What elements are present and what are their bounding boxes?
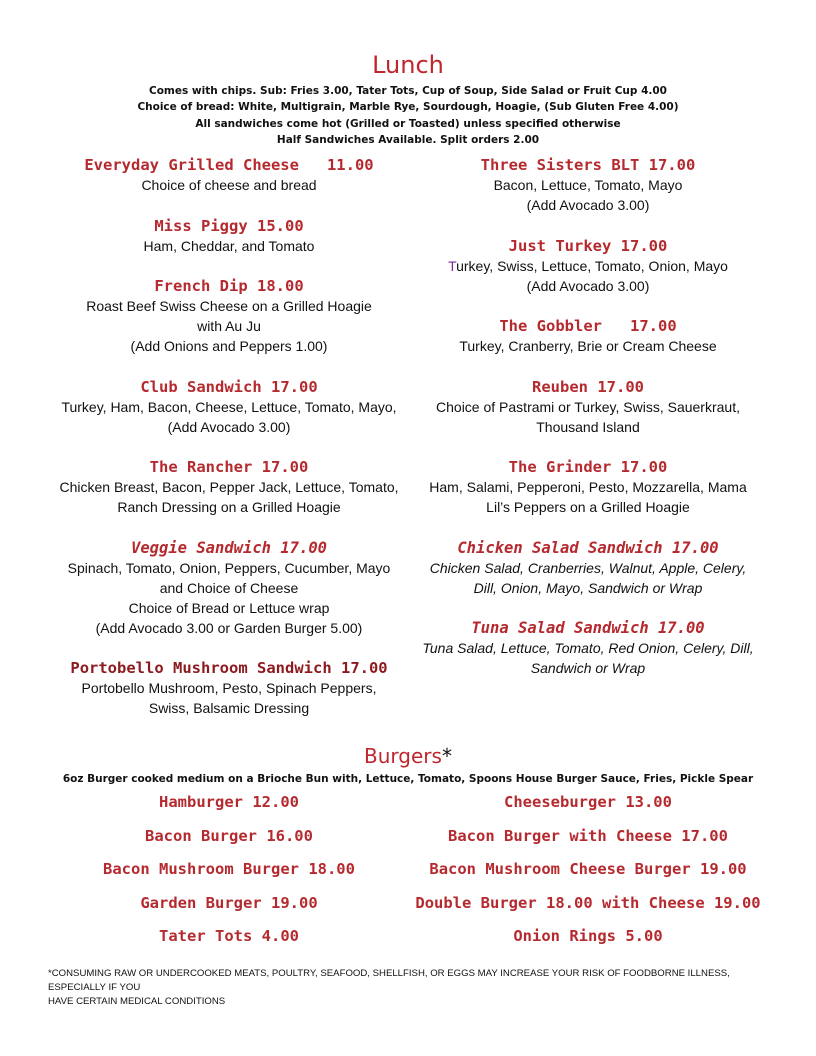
burger-item: Cheeseburger 13.00 — [504, 793, 672, 811]
description-line: Swiss, Balsamic Dressing — [148, 700, 310, 716]
lunch-left-column — [48, 155, 410, 739]
menu-item-tuna-salad-sandwich — [412, 618, 764, 678]
description-line: (Add Avocado 3.00) — [526, 197, 650, 213]
burger-row — [0, 858, 816, 892]
lunch-note-line: Half Sandwiches Available. Split orders 2.00 — [276, 133, 540, 146]
burgers-note: 6oz Burger cooked medium on a Brioche Bun with, Lettuce, Tomato, Spoons House Burger Sauce, Fries, Pickle Spear — [62, 773, 754, 785]
description-line: Ranch Dressing on a Grilled Hoagie — [117, 499, 341, 515]
burgers-title-text: Burgers — [364, 744, 442, 768]
item-name: Portobello Mushroom Sandwich 17.00 — [70, 659, 388, 677]
disclaimer-line: *CONSUMING RAW OR UNDERCOOKED MEATS, POULTRY, SEAFOOD, SHELLFISH, OR EGGS MAY INCREASE YOUR RISK OF FOODBORNE ILLNESS, ESPECIALLY IF YOU — [48, 968, 730, 993]
item-name: The Gobbler 17.00 — [499, 317, 677, 335]
burgers-asterisk: * — [441, 744, 452, 768]
description-line: Choice of Pastrami or Turkey, Swiss, Sauerkraut, — [436, 398, 740, 415]
description-line: (Add Avocado 3.00 or Garden Burger 5.00) — [95, 619, 363, 636]
menu-item-chicken-salad-sandwich — [412, 538, 764, 598]
burger-item: Double Burger 18.00 with Cheese 19.00 — [415, 893, 761, 912]
description-line: (Add Avocado 3.00) — [526, 277, 650, 294]
item-name: Three Sisters BLT 17.00 — [480, 156, 696, 174]
item-description — [412, 256, 764, 296]
description-line: and Choice of Cheese — [159, 579, 299, 596]
description-line: Bacon, Lettuce, Tomato, Mayo — [493, 177, 683, 193]
description-line: Ham, Cheddar, and Tomato — [143, 237, 315, 254]
item-name: Everyday Grilled Cheese 11.00 — [84, 156, 374, 174]
item-name: Club Sandwich 17.00 — [140, 377, 318, 396]
menu-item-portobello-mushroom-sandwich — [48, 658, 410, 718]
burgers-grid — [0, 791, 816, 959]
lunch-note-line: Choice of bread: White, Multigrain, Marble Rye, Sourdough, Hoagie, (Sub Gluten Free 4.00) — [137, 101, 679, 114]
item-description — [48, 236, 410, 256]
menu-item-veggie-sandwich — [48, 538, 410, 638]
burger-item: Bacon Burger 16.00 — [145, 826, 313, 845]
burger-item: Bacon Mushroom Burger 18.00 — [103, 860, 355, 879]
item-name: The Rancher 17.00 — [149, 458, 309, 476]
item-description — [48, 296, 410, 356]
menu-item-miss-piggy — [48, 216, 410, 256]
description-line: Dill, Onion, Mayo, Sandwich or Wrap — [473, 579, 703, 596]
burger-item: Onion Rings 5.00 — [513, 927, 663, 946]
item-name: Tuna Salad Sandwich 17.00 — [471, 619, 705, 637]
burgers-heading — [0, 742, 816, 770]
description-line: Roast Beef Swiss Cheese on a Grilled Hoagie — [86, 298, 372, 314]
disclaimer-line: HAVE CERTAIN MEDICAL CONDITIONS — [48, 996, 226, 1007]
lunch-right-column — [412, 155, 764, 699]
burger-item: Bacon Mushroom Cheese Burger 19.00 — [429, 860, 747, 879]
description-line: Choice of Bread or Lettuce wrap — [128, 599, 330, 616]
burger-row — [0, 892, 816, 926]
menu-item-reuben — [412, 377, 764, 437]
burger-row — [0, 791, 816, 825]
menu-item-club-sandwich — [48, 377, 410, 437]
food-safety-disclaimer — [48, 967, 768, 1009]
description-line: Chicken Breast, Bacon, Pepper Jack, Lettuce, Tomato, — [59, 479, 399, 495]
burger-row — [0, 825, 816, 859]
description-line: Portobello Mushroom, Pesto, Spinach Peppers, — [81, 680, 377, 696]
burger-item: Bacon Burger with Cheese 17.00 — [448, 826, 728, 845]
menu-item-the-rancher — [48, 457, 410, 517]
item-description — [48, 175, 410, 195]
item-description — [48, 477, 410, 517]
description-line: Choice of cheese and bread — [141, 177, 317, 193]
item-name: Miss Piggy 15.00 — [154, 216, 304, 235]
description-line: (Add Avocado 3.00) — [167, 418, 291, 435]
menu-item-three-sisters-blt — [412, 155, 764, 215]
menu-item-just-turkey — [412, 236, 764, 296]
burger-row — [0, 925, 816, 959]
item-name: French Dip 18.00 — [154, 277, 304, 295]
description-line: with Au Ju — [197, 318, 261, 334]
item-name: Reuben 17.00 — [532, 377, 644, 396]
item-name: Veggie Sandwich 17.00 — [131, 538, 327, 557]
description-line: Turkey, Ham, Bacon, Cheese, Lettuce, Tomato, Mayo, — [61, 398, 397, 415]
lunch-notes — [0, 83, 816, 148]
burger-item: Garden Burger 19.00 — [140, 893, 318, 912]
menu-item-the-gobbler — [412, 316, 764, 356]
item-description — [412, 175, 764, 215]
lunch-note-line: Comes with chips. Sub: Fries 3.00, Tater Tots, Cup of Soup, Side Salad or Fruit Cup 4.00 — [149, 85, 667, 97]
lunch-heading: Lunch — [372, 51, 444, 79]
item-description — [412, 336, 764, 356]
description-line: Sandwich or Wrap — [530, 660, 646, 676]
item-name: Just Turkey 17.00 — [508, 236, 668, 255]
lunch-note-line: All sandwiches come hot (Grilled or Toasted) unless specified otherwise — [195, 117, 621, 130]
highlight-letter: T — [448, 257, 457, 274]
menu-item-everyday-grilled-cheese — [48, 155, 410, 195]
item-description — [48, 397, 410, 437]
item-name: Chicken Salad Sandwich 17.00 — [457, 538, 719, 557]
description-line: (Add Onions and Peppers 1.00) — [130, 338, 328, 354]
menu-item-french-dip — [48, 276, 410, 356]
description-line: Lil’s Peppers on a Grilled Hoagie — [486, 499, 690, 515]
description-line: Turkey, Cranberry, Brie or Cream Cheese — [459, 338, 717, 354]
item-description — [412, 397, 764, 437]
menu-item-the-grinder — [412, 457, 764, 517]
item-description — [48, 558, 410, 638]
description-line: Spinach, Tomato, Onion, Peppers, Cucumber, Mayo — [67, 559, 391, 576]
description-line — [412, 256, 764, 276]
item-description — [412, 638, 764, 678]
description-line: Chicken Salad, Cranberries, Walnut, Apple, Celery, — [429, 559, 747, 576]
description-line: Ham, Salami, Pepperoni, Pesto, Mozzarella, Mama — [429, 479, 747, 495]
item-name: The Grinder 17.00 — [508, 458, 668, 476]
item-description — [48, 678, 410, 718]
burger-item: Tater Tots 4.00 — [159, 927, 299, 946]
description-line: Tuna Salad, Lettuce, Tomato, Red Onion, Celery, Dill, — [422, 640, 754, 656]
burger-item: Hamburger 12.00 — [159, 793, 299, 811]
description-line: Thousand Island — [536, 418, 640, 435]
item-description — [412, 477, 764, 517]
item-description — [412, 558, 764, 598]
description-text: urkey, Swiss, Lettuce, Tomato, Onion, Mayo — [456, 257, 728, 274]
